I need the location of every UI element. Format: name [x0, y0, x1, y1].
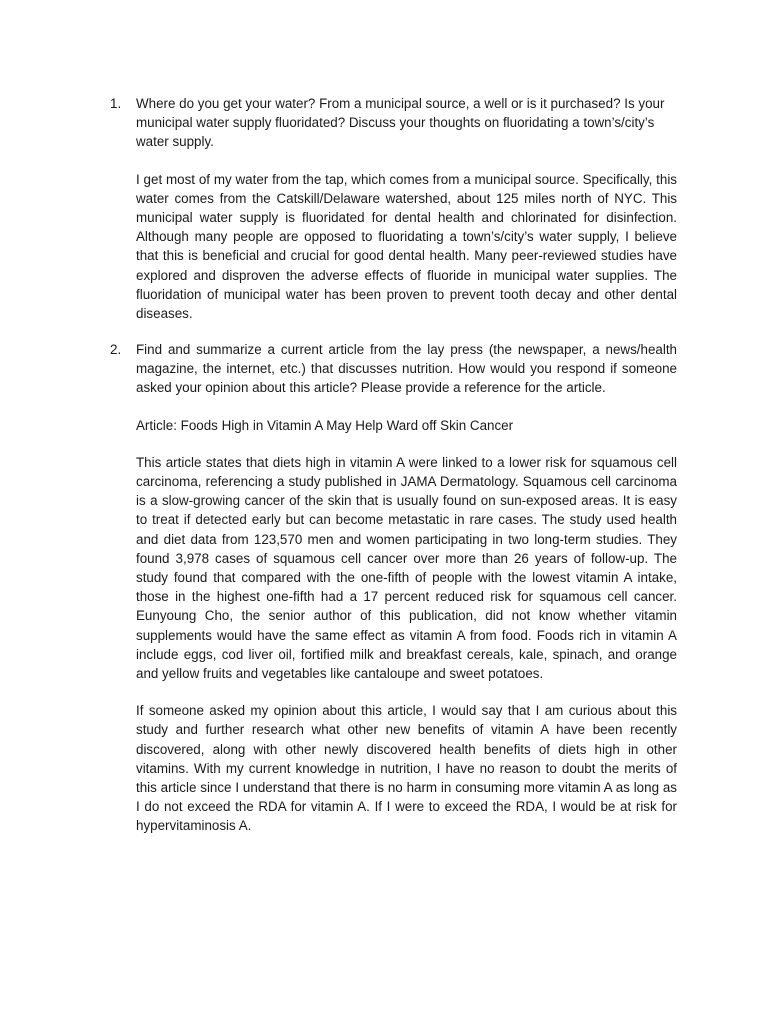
article-title: Article: Foods High in Vitamin A May Help Ward off Skin Cancer — [136, 417, 514, 433]
question-item-1 — [110, 94, 677, 341]
answer-paragraph: I get most of my water from the tap, which comes from a municipal source. Specifically, this water comes from the Catskill/Delaware watershed, about 125 miles north of NYC. This municipal water supply is fluoridated for dental health and chlorinated for disinfection. Although many people are opposed to fluoridating a town’s/city’s water supply, I believe that this is beneficial and crucial for good dental health. Many peer-reviewed studies have explored and disproven the adverse effects of fluoride in municipal water supplies. The fluoridation of municipal water has been proven to prevent tooth decay and other dental diseases. — [136, 171, 677, 322]
question-body — [136, 94, 677, 323]
question-prompt: Find and summarize a current article from the lay press (the newspaper, a news/health magazine, the internet, etc.) that discusses nutrition. How would you respond if someone asked your opinion about this article? Please provide a reference for the article. — [136, 342, 677, 396]
question-prompt: Where do you get your water? From a municipal source, a well or is it purchased? Is your municipal water supply fluoridated? Discuss your thoughts on fluoridating a town’s/city’s water supply. — [136, 96, 665, 150]
question-body — [136, 340, 677, 836]
question-item-2 — [110, 340, 677, 854]
summary-paragraph: This article states that diets high in vitamin A were linked to a lower risk for squamous cell carcinoma, referencing a study published in JAMA Dermatology. Squamous cell carcinoma is a slow-growing cancer of the skin that is usually found on sun-exposed areas. It is easy to treat if detected early but can become metastatic in rare cases. The study used health and diet data from 123,570 men and women participating in two long-term studies. They found 3,978 cases of squamous cell cancer over more than 26 years of follow-up. The study found that compared with the one-fifth of people with the lowest vitamin A intake, those in the highest one-fifth had a 17 percent reduced risk for squamous cell cancer. Eunyoung Cho, the senior author of this publication, did not know whether vitamin supplements would have the same effect as vitamin A from food. Foods rich in vitamin A include eggs, cod liver oil, fortified milk and breakfast cereals, kale, spinach, and orange and yellow fruits and vegetables like cantaloupe and sweet potatoes. — [136, 454, 677, 682]
question-number: 1. — [110, 96, 122, 111]
opinion-paragraph: If someone asked my opinion about this article, I would say that I am curious about this study and further research what other new benefits of vitamin A have been recently discovered, along with other newly discovered health benefits of diets high in other vitamins. With my current knowledge in nutrition, I have no reason to doubt the merits of this article since I understand that there is no harm in consuming more vitamin A as long as I do not exceed the RDA for vitamin A. If I were to exceed the RDA, I would be at risk for hypervitaminosis A. — [136, 703, 677, 834]
question-number: 2. — [110, 342, 122, 357]
